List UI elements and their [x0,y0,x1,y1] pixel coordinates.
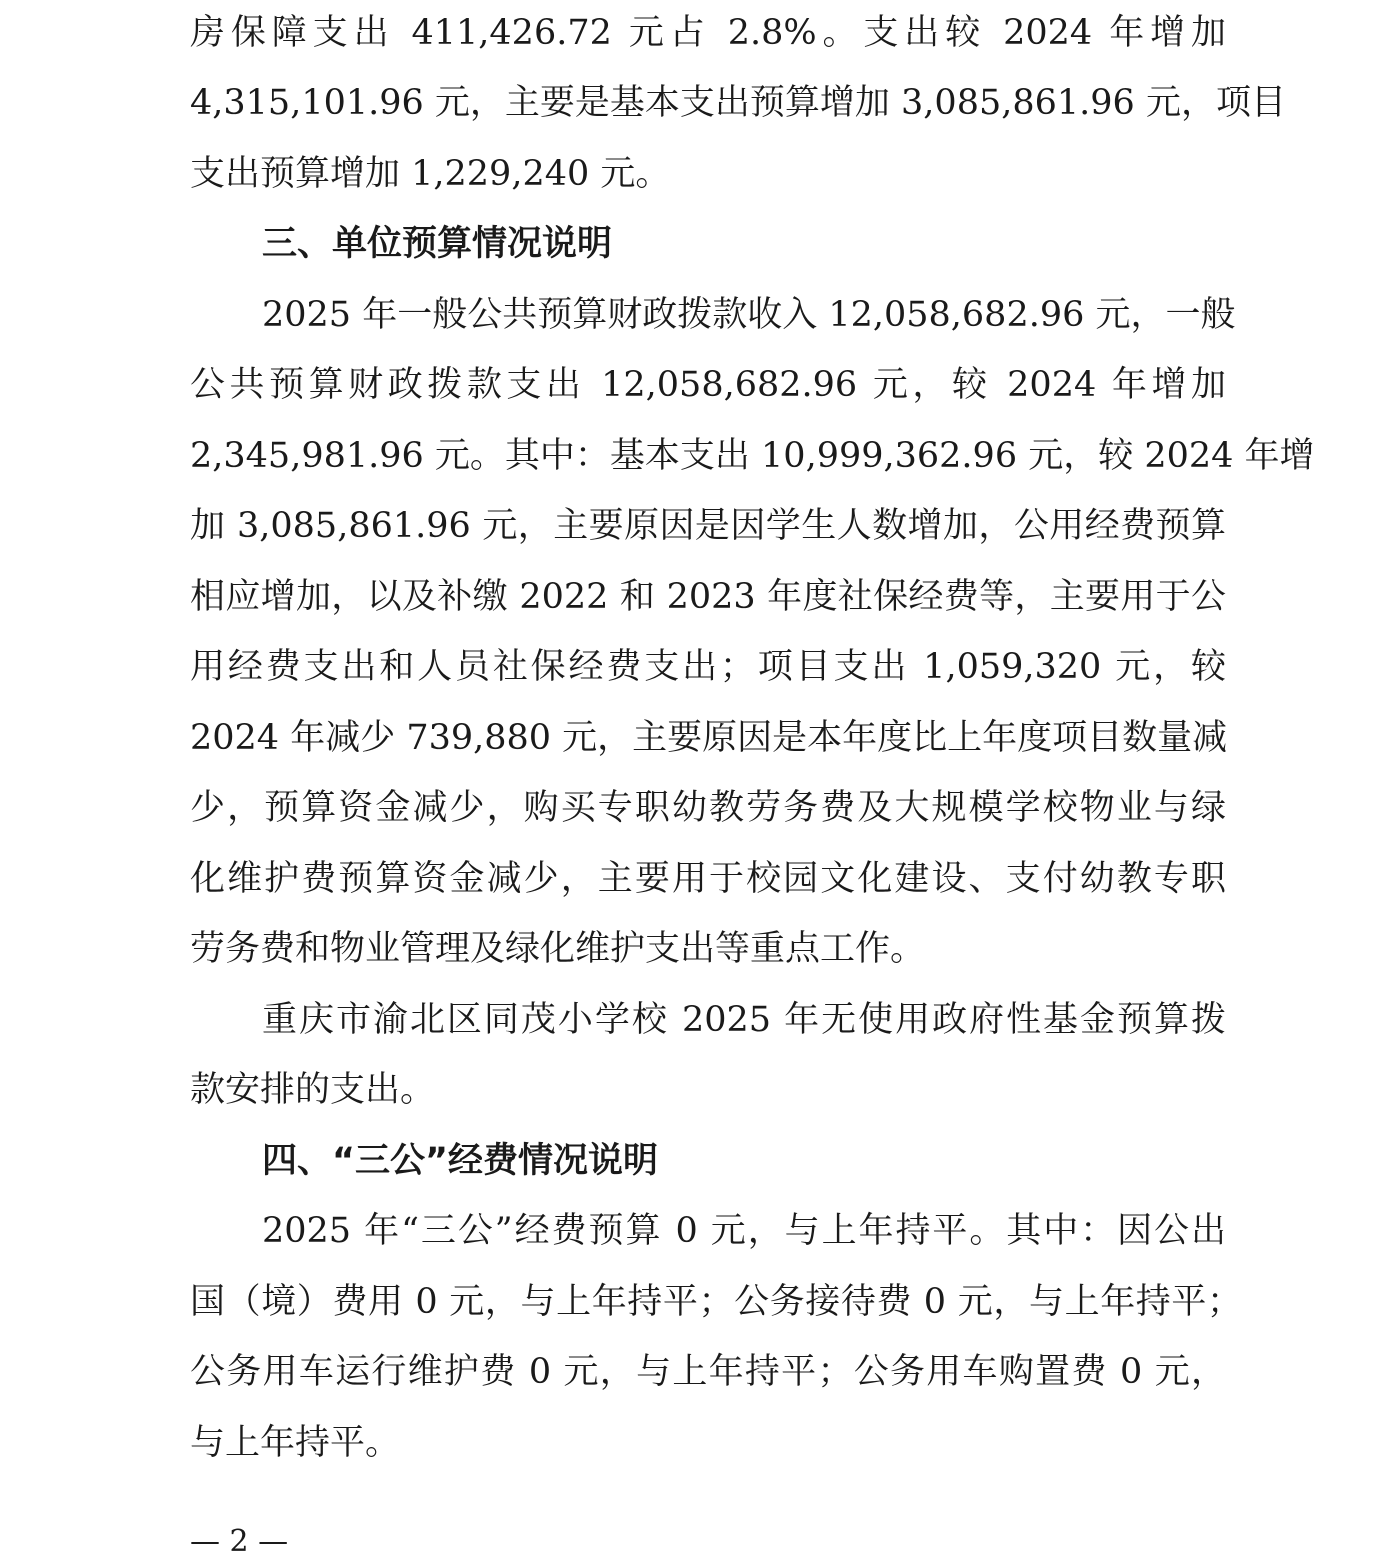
paragraph-line: 支出预算增加 1,229,240 元。 [190,154,671,194]
paragraph-line: 化维护费预算资金减少，主要用于校园文化建设、支付幼教专职 [190,859,1226,899]
paragraph-line: 2025 年一般公共预算财政拨款收入 12,058,682.96 元，一般 [262,295,1236,335]
paragraph-line: 相应增加，以及补缴 2022 和 2023 年度社保经费等，主要用于公 [190,577,1226,617]
paragraph-line: 款安排的支出。 [190,1070,436,1110]
paragraph-line: 国（境）费用 0 元，与上年持平；公务接待费 0 元，与上年持平； [190,1282,1242,1322]
paragraph-line: 重庆市渝北区同茂小学校 2025 年无使用政府性基金预算拨 [262,1000,1226,1040]
paragraph-line: 劳务费和物业管理及绿化维护支出等重点工作。 [190,929,926,969]
paragraph-line: 4,315,101.96 元，主要是基本支出预算增加 3,085,861.96 元，项目 [190,83,1286,123]
paragraph-line: 少，预算资金减少，购买专职幼教劳务费及大规模学校物业与绿 [190,788,1226,828]
paragraph-line: 房保障支出 411,426.72 元占 2.8%。支出较 2024 年增加 [190,13,1226,53]
paragraph-line: 2,345,981.96 元。其中：基本支出 10,999,362.96 元，较 2024 年增 [190,436,1315,476]
paragraph-line: 加 3,085,861.96 元，主要原因是因学生人数增加，公用经费预算 [190,506,1226,546]
page-number: — 2 — [190,1524,289,1559]
section-heading-three-public-expenses: 四、“三公”经费情况说明 [262,1141,659,1181]
paragraph-line: 2025 年“三公”经费预算 0 元，与上年持平。其中：因公出 [262,1211,1226,1251]
paragraph-line: 公共预算财政拨款支出 12,058,682.96 元，较 2024 年增加 [190,365,1226,405]
paragraph-line: 与上年持平。 [190,1423,401,1463]
paragraph-line: 用经费支出和人员社保经费支出；项目支出 1,059,320 元，较 [190,647,1226,687]
paragraph-line: 公务用车运行维护费 0 元，与上年持平；公务用车购置费 0 元， [190,1352,1226,1392]
section-heading-unit-budget: 三、单位预算情况说明 [262,224,613,264]
paragraph-line: 2024 年减少 739,880 元，主要原因是本年度比上年度项目数量减 [190,718,1228,758]
